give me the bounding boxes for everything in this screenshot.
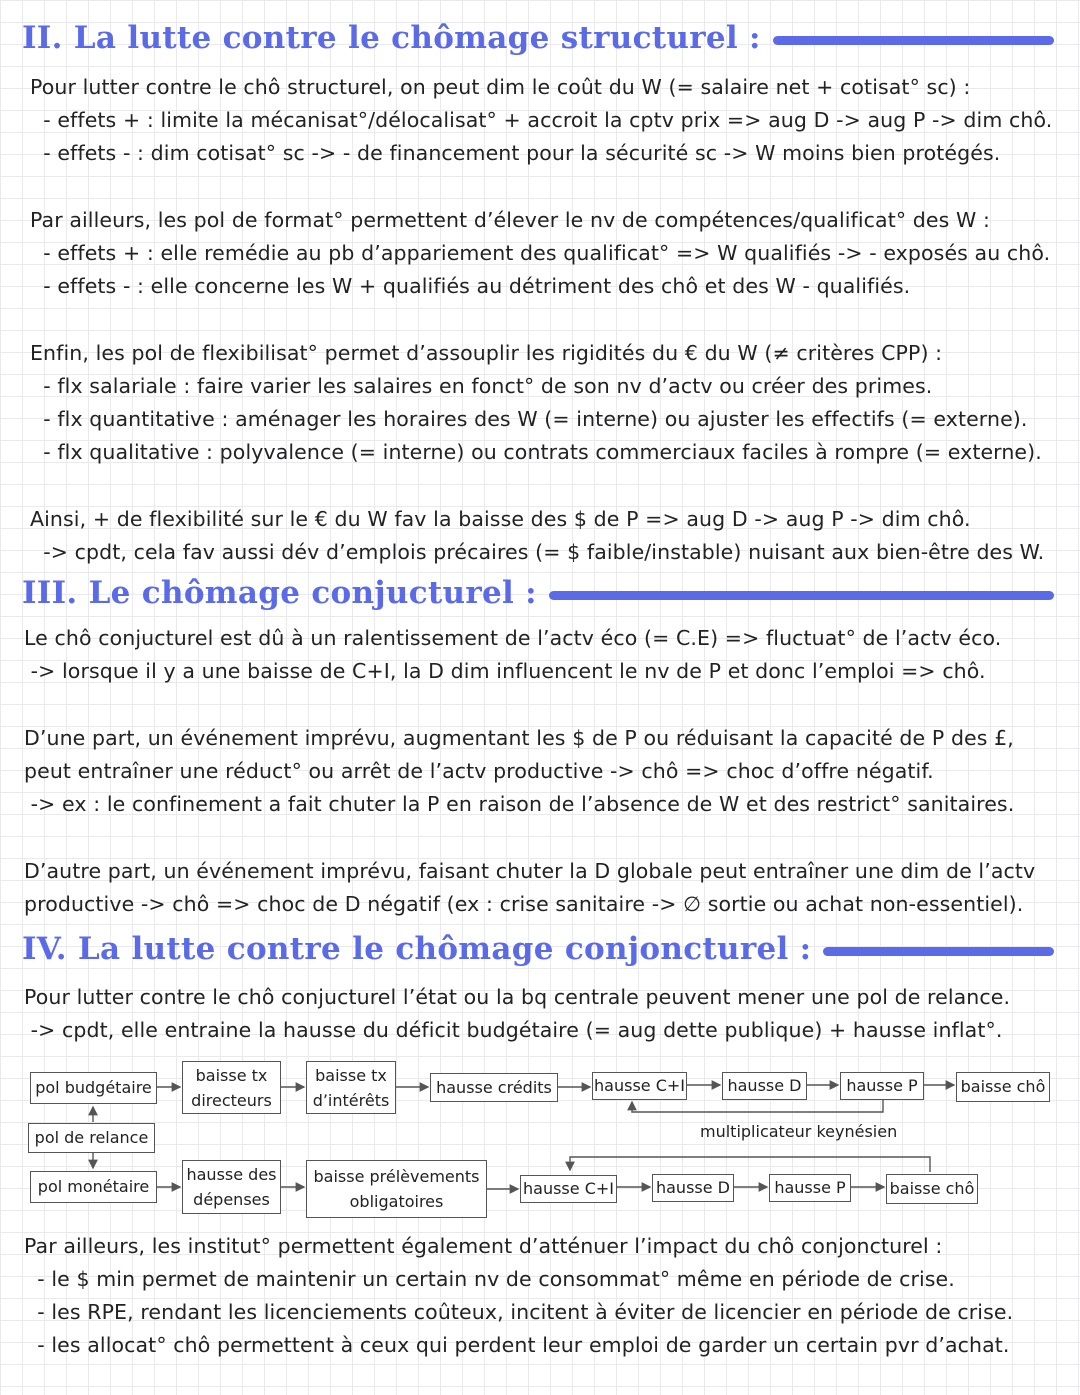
box-pol-monetaire (30, 1171, 157, 1203)
heading-text: III. Le chômage conjucturel : (22, 575, 537, 611)
heading-underline (823, 947, 1054, 956)
box-hausse-depenses (182, 1160, 281, 1214)
text-line: D’une part, un événement imprévu, augmentant les $ de P ou réduisant la capacité de P des £, (24, 726, 1014, 750)
text-line: Enfin, les pol de flexibilisat° permet d’assouplir les rigidités du € du W (≠ critères CPP) : (30, 341, 943, 365)
text-line: Ainsi, + de flexibilité sur le € du W fav la baisse des $ de P => aug D -> aug P -> dim chô. (30, 507, 971, 531)
box-label-line: baisse tx (315, 1065, 387, 1085)
text-line: -> lorsque il y a une baisse de C+I, la D dim influencent le nv de P et donc l’emploi => chô. (24, 659, 986, 683)
paragraph (0, 981, 1080, 1047)
box-pol-relance (28, 1123, 155, 1153)
text-line: -> ex : le confinement a fait chuter la P en raison de l’absence de W et des restrict° sanitaires. (24, 792, 1015, 816)
text-line: - les allocat° chô permettent à ceux qui perdent leur emploi de garder un certain pvr d’achat. (24, 1333, 1010, 1357)
text-line: - effets + : limite la mécanisat°/délocalisat° + accroit la cptv prix => aug D -> aug P -> dim chô. (30, 108, 1053, 132)
box-label: hausse C+I (523, 1179, 614, 1198)
box-label: pol de relance (34, 1128, 149, 1147)
box-hausse-p (840, 1072, 924, 1100)
text-line: - effets - : dim cotisat° sc -> - de financement pour la sécurité sc -> W moins bien protégés. (30, 141, 1001, 165)
box-label-line: dépenses (193, 1190, 270, 1209)
box-label: hausse C+I (594, 1076, 685, 1095)
box-hausse-ci-2 (520, 1175, 617, 1203)
box-hausse-p-2 (769, 1174, 851, 1202)
box-baisse-cho-2 (886, 1174, 978, 1204)
multiplier-label: multiplicateur keynésien (700, 1122, 898, 1141)
paragraph (0, 204, 1080, 303)
section-heading-3 (22, 575, 1054, 611)
box-label: hausse D (655, 1178, 730, 1197)
box-baisse-prelevements (306, 1160, 487, 1218)
box-label: hausse P (774, 1178, 846, 1197)
text-line: - effets + : elle remédie au pb d’appariement des qualificat° => W qualifiés -> - exposés au chô. (30, 241, 1051, 265)
box-label-line: baisse prélèvements (313, 1167, 480, 1186)
box-label-line: obligatoires (349, 1192, 444, 1211)
text-line: - effets - : elle concerne les W + qualifiés au détriment des chô et des W - qualifiés. (30, 274, 911, 298)
paragraph (0, 722, 1080, 821)
heading-underline (773, 36, 1054, 45)
paragraph (0, 71, 1080, 170)
paragraph (0, 337, 1080, 469)
section-heading-2 (22, 20, 1054, 56)
text-line: Le chô conjucturel est dû à un ralentissement de l’actv éco (= C.E) => fluctuat° de l’actv éco. (24, 626, 1002, 650)
section-heading-4 (22, 931, 1054, 967)
paragraph (0, 1230, 1080, 1362)
text-line: Par ailleurs, les institut° permettent également d’atténuer l’impact du chô conjoncturel : (24, 1234, 943, 1258)
text-line: D’autre part, un événement imprévu, faisant chuter la D globale peut entraîner une dim de l’actv (24, 859, 1036, 883)
text-line: productive -> chô => choc de D négatif (ex : crise sanitaire -> ∅ sortie ou achat non-essentiel). (24, 892, 1024, 916)
text-line: -> cpdt, elle entraine la hausse du déficit budgétaire (= aug dette publique) + hausse inflat°. (24, 1018, 1003, 1042)
text-line: - flx qualitative : polyvalence (= interne) ou contrats commerciaux faciles à rompre (= externe). (30, 440, 1042, 464)
box-baisse-tx-directeurs (182, 1061, 281, 1114)
text-line: - les RPE, rendant les licenciements coûteux, incitent à éviter de licencier en période de crise. (24, 1300, 1014, 1324)
box-label-line: hausse des (186, 1165, 277, 1184)
box-label: baisse chô (889, 1179, 975, 1198)
box-hausse-d (722, 1072, 807, 1100)
box-hausse-credits (430, 1073, 558, 1102)
box-label: hausse crédits (436, 1077, 552, 1097)
box-hausse-ci (592, 1072, 687, 1100)
box-hausse-d-2 (652, 1174, 734, 1202)
box-baisse-cho (956, 1072, 1050, 1102)
box-label-line: d’intérêts (312, 1090, 390, 1110)
text-line: Par ailleurs, les pol de format° permettent d’élever le nv de compétences/qualificat° des W : (30, 208, 991, 232)
text-line: - flx quantitative : aménager les horaires des W (= interne) ou ajuster les effectifs (= externe). (30, 407, 1028, 431)
heading-underline (549, 591, 1054, 600)
text-line: Pour lutter contre le chô conjucturel l’état ou la bq centrale peuvent mener une pol de relance. (24, 985, 1011, 1009)
box-label: pol monétaire (37, 1177, 150, 1196)
text-line: - le $ min permet de maintenir un certain nv de consommat° même en période de crise. (24, 1267, 955, 1291)
heading-text: IV. La lutte contre le chômage conjoncturel : (22, 931, 812, 967)
heading-text: II. La lutte contre le chômage structurel : (22, 20, 761, 56)
box-label-line: baisse tx (195, 1065, 268, 1085)
paragraph (0, 503, 1080, 569)
paragraph (0, 622, 1080, 688)
box-label: baisse chô (960, 1077, 1046, 1096)
box-label: pol budgétaire (35, 1078, 152, 1097)
box-label: hausse P (846, 1076, 918, 1095)
text-line: peut entraîner une réduct° ou arrêt de l’actv productive -> chô => choc d’offre négatif. (24, 759, 934, 783)
text-line: -> cpdt, cela fav aussi dév d’emplois précaires (= $ faible/instable) nuisant aux bien-être des W. (30, 540, 1045, 564)
box-pol-budgetaire (30, 1072, 157, 1104)
text-line: - flx salariale : faire varier les salaires en fonct° de son nv d’actv ou créer des primes. (30, 374, 933, 398)
paragraph (0, 855, 1080, 921)
box-baisse-tx-interets (306, 1061, 396, 1114)
text-line: Pour lutter contre le chô structurel, on peut dim le coût du W (= salaire net + cotisat° sc) : (30, 75, 971, 99)
box-label: hausse D (727, 1076, 802, 1095)
box-label-line: directeurs (191, 1090, 272, 1110)
